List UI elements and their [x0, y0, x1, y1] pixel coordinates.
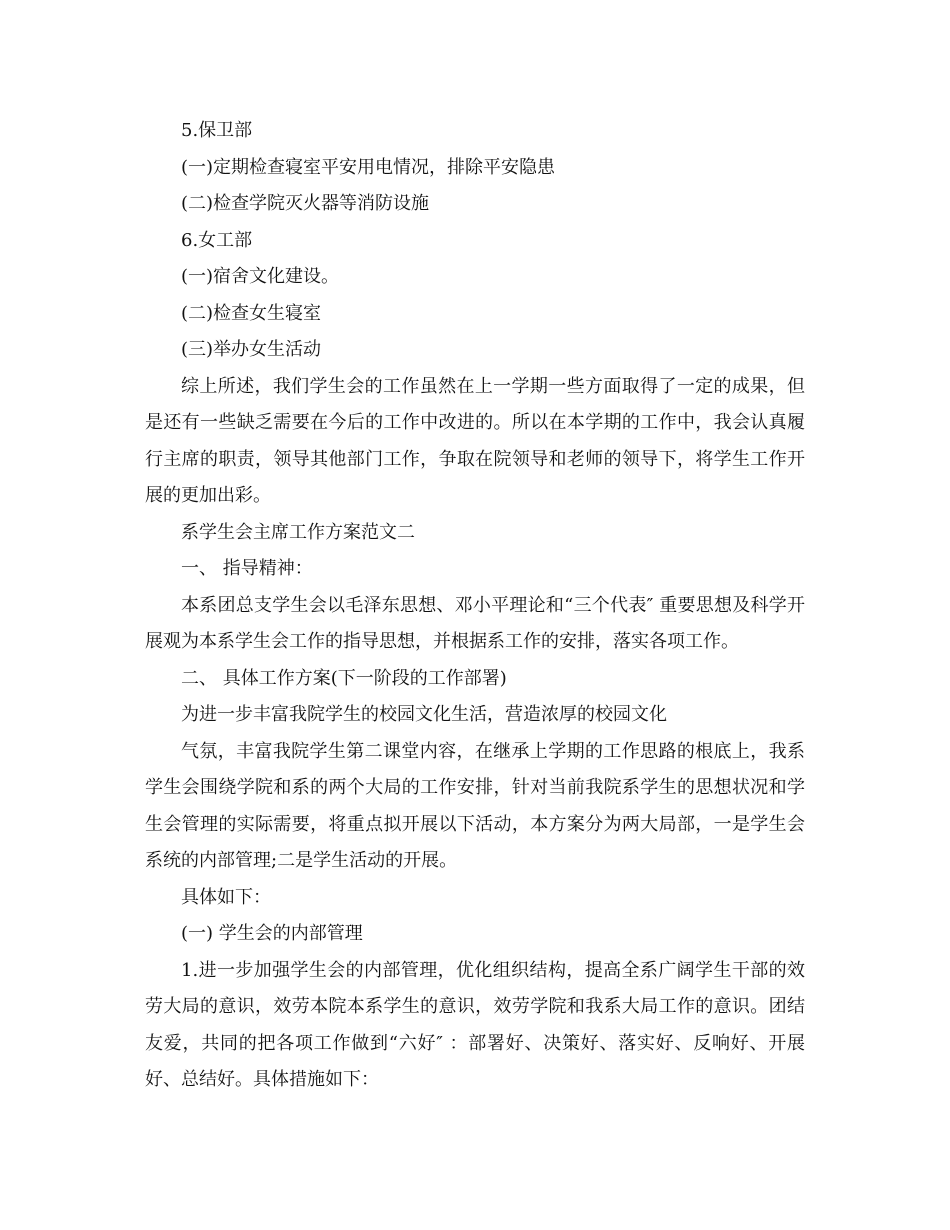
- paragraph-women-dept: 6.女工部: [181, 229, 253, 251]
- paragraph-details-heading: 具体如下：: [181, 886, 271, 908]
- paragraph-guiding-body: 本系团总支学生会以毛泽东思想、邓小平理论和“三个代表″ 重要思想及科学开展观为本系学生会工作的指导思想，并根据系工作的安排，落实各项工作。: [145, 594, 805, 652]
- paragraph-plan-intro: 为进一步丰富我院学生的校园文化生活，营造浓厚的校园文化: [181, 704, 667, 725]
- paragraph-women-item-1: (一)宿舍文化建设。: [181, 266, 340, 287]
- paragraph-women-item-2: (二)检查女生寝室: [181, 302, 322, 324]
- paragraph-security-dept: 5.保卫部: [181, 120, 253, 141]
- paragraph-plan-heading: 二、 具体工作方案(下一阶段的工作部署): [181, 667, 507, 689]
- paragraph-security-item-2: (二)检查学院灭火器等消防设施: [181, 193, 430, 214]
- paragraph-internal-mgmt-item-1: 1.进一步加强学生会的内部管理，优化组织结构，提高全系广阔学生干部的效劳大局的意识，效劳本院本系学生的意识，效劳学院和我系大局工作的意识。团结友爱，共同的把各项工作做到“六好″ ：部署好、决策好、落实好、反响好、开展好、总结好。具体措施如下：: [145, 959, 805, 1090]
- paragraph-plan-body: 气氛，丰富我院学生第二课堂内容，在继承上学期的工作思路的根底上，我系学生会围绕学院和系的两个大局的工作安排，针对当前我院系学生的思想状况和学生会管理的实际需要，将重点拟开展以下活动，本方案分为两大局部，一是学生会系统的内部管理;二是学生活动的开展。: [145, 740, 805, 871]
- paragraph-internal-mgmt-heading: (一) 学生会的内部管理: [181, 923, 363, 944]
- paragraph-section-title: 系学生会主席工作方案范文二: [181, 521, 415, 543]
- paragraph-women-item-3: (三)举办女生活动: [181, 339, 322, 360]
- document-body: [145, 113, 805, 1099]
- paragraph-summary: 综上所述，我们学生会的工作虽然在上一学期一些方面取得了一定的成果，但是还有一些缺乏需要在今后的工作中改进的。所以在本学期的工作中，我会认真履行主席的职责，领导其他部门工作，争取在院领导和老师的领导下，将学生工作开展的更加出彩。: [145, 375, 805, 506]
- paragraph-guiding-heading: 一、 指导精神：: [181, 558, 313, 579]
- paragraph-security-item-1: (一)定期检查寝室平安用电情况，排除平安隐患: [181, 156, 556, 178]
